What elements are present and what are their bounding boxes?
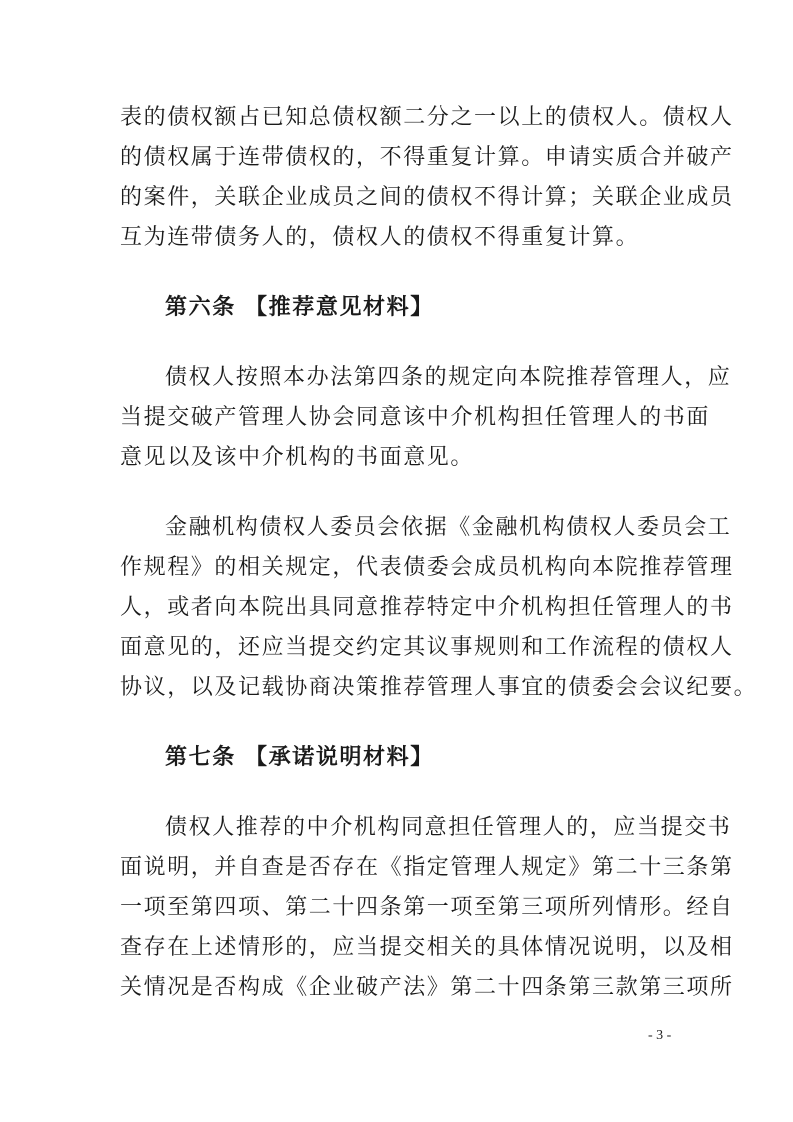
paragraph-line: 作规程》的相关规定，代表债委会成员机构向本院推荐管理 [120,555,734,580]
paragraph-line: 一项至第四项、第二十四条第一项至第三项所列情形。经自 [120,895,734,920]
paragraph-line: 当提交破产管理人协会同意该中介机构担任管理人的书面 [120,405,711,430]
paragraph-line: 协议，以及记载协商决策推荐管理人事宜的债委会会议纪要。 [120,675,758,700]
paragraph-line: 的债权属于连带债权的，不得重复计算。申请实质合并破产 [120,145,734,170]
paragraph-line: 的案件，关联企业成员之间的债权不得计算；关联企业成员 [120,185,734,210]
paragraph-line: 人，或者向本院出具同意推荐特定中介机构担任管理人的书 [120,595,734,620]
paragraph-line: 意见以及该中介机构的书面意见。 [120,445,475,470]
paragraph-line: 互为连带债务人的，债权人的债权不得重复计算。 [120,225,640,250]
paragraph-line: 关情况是否构成《企业破产法》第二十四条第三款第三项所 [120,975,734,1000]
article-7-heading: 第七条 【承诺说明材料】 [165,745,434,770]
paragraph-line: 查存在上述情形的，应当提交相关的具体情况说明，以及相 [120,935,734,960]
article-6-heading: 第六条 【推荐意见材料】 [165,295,434,320]
paragraph-line: 债权人按照本办法第四条的规定向本院推荐管理人，应 [165,365,732,390]
paragraph-line: 面意见的，还应当提交约定其议事规则和工作流程的债权人 [120,635,734,660]
page-number: - 3 - [648,1028,672,1043]
paragraph-line: 面说明，并自查是否存在《指定管理人规定》第二十三条第 [120,855,734,880]
paragraph-line: 金融机构债权人委员会依据《金融机构债权人委员会工 [165,515,732,540]
paragraph-line: 债权人推荐的中介机构同意担任管理人的，应当提交书 [165,815,732,840]
paragraph-line: 表的债权额占已知总债权额二分之一以上的债权人。债权人 [120,105,734,130]
